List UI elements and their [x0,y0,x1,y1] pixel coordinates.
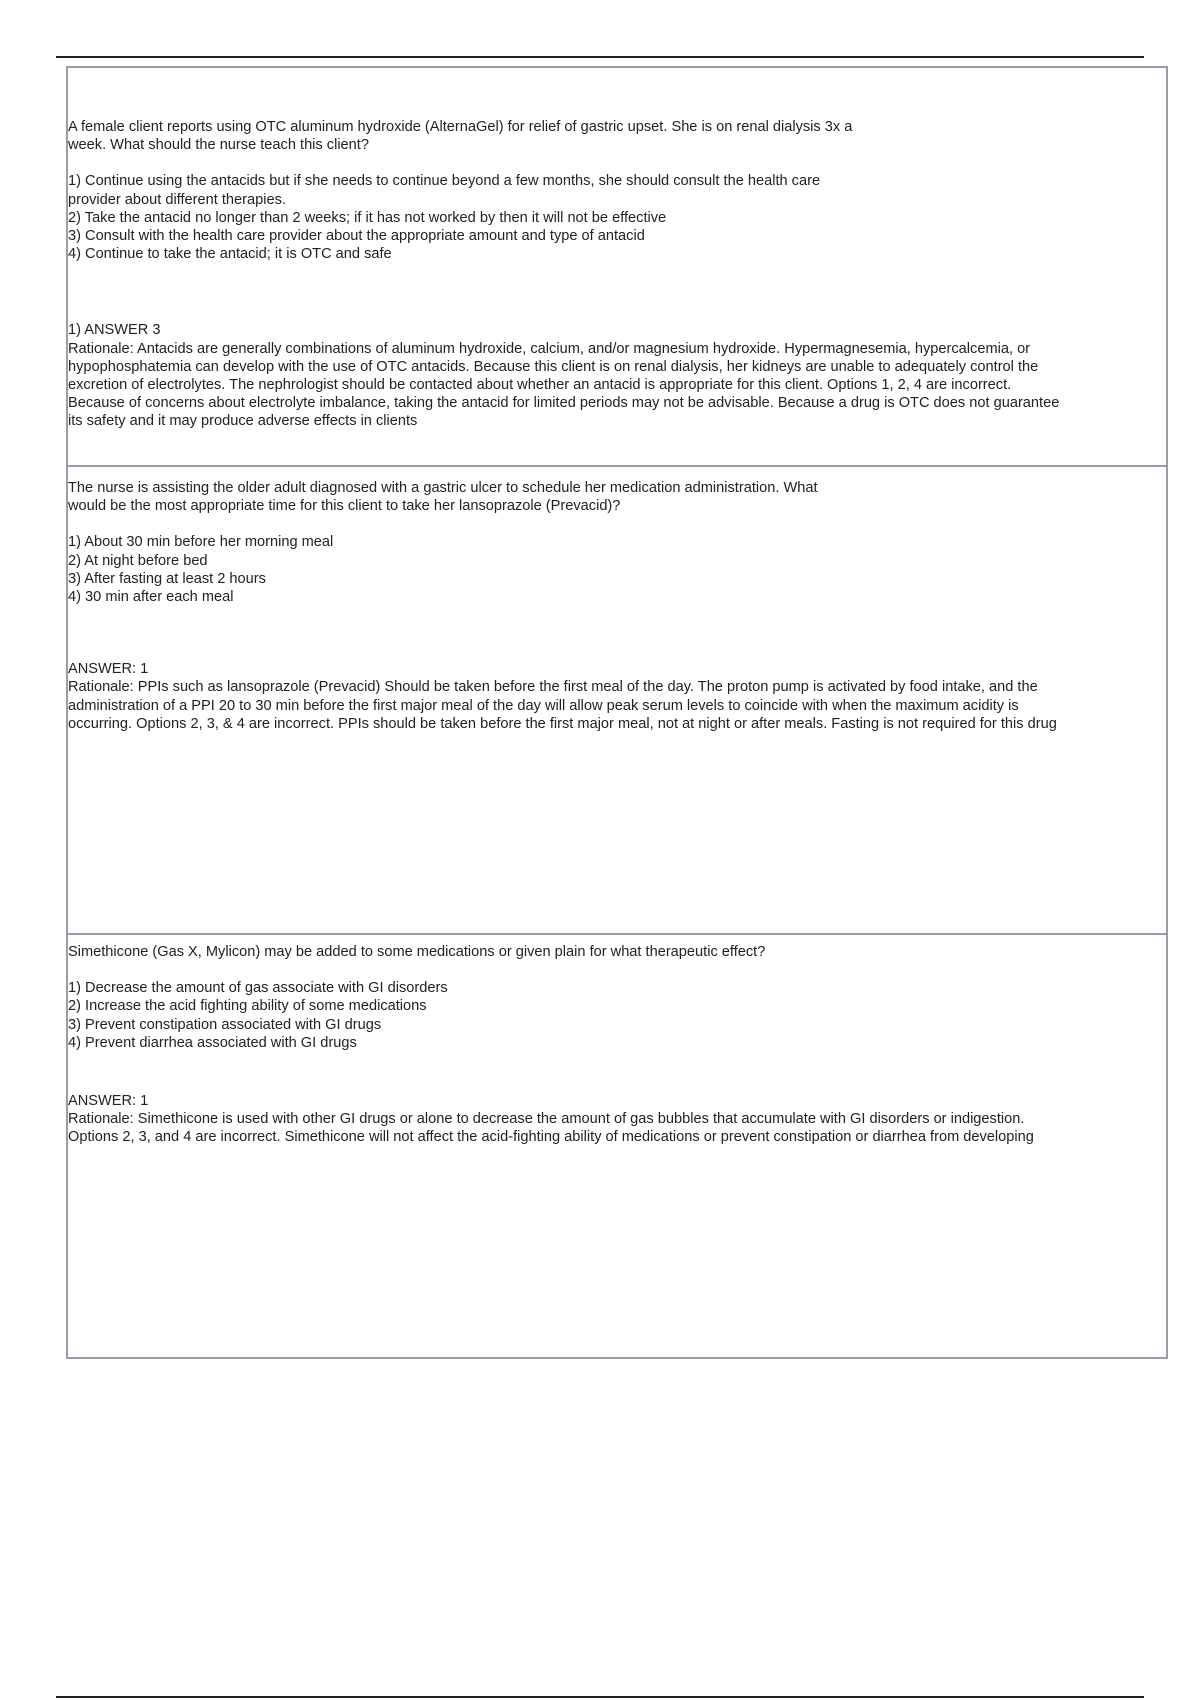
answer-options [68,533,1166,606]
rationale-text: Rationale: PPIs such as lansoprazole (Prevacid) Should be taken before the first meal of the day. The proton pump is activated by food intake, and the administration of a PPI 20 to 30 min before the first major meal of the day will allow peak serum levels to coincide with when the maximum acidity is occurring. Options 2, 3, & 4 are incorrect. PPIs should be taken before the first major meal, not at night or after meals. Fasting is not required for this drug [68,679,1057,732]
question-text: The nurse is assisting the older adult diagnosed with a gastric ulcer to schedule her medication administration. What would be the most appropriate time for this client to take her lansoprazole (Prevacid)? [68,480,818,515]
option-4: 4) 30 min after each meal [68,589,234,606]
option-3: 3) After fasting at least 2 hours [68,570,266,587]
answer-label: ANSWER: 1 [68,661,149,678]
rationale-text: Rationale: Antacids are generally combinations of aluminum hydroxide, calcium, and/or magnesium hydroxide. Hypermagnesemia, hypercalcemia, or hypophosphatemia can develop with the use of OTC antacids. Because this client is on renal dialysis, her kidneys are unable to adequately control the excretion of electrolytes. The nephrologist should be contacted about whether an antacid is appropriate for this client. Options 1, 2, 4 are incorrect. Because of concerns about electrolyte imbalance, taking the antacid for limited periods may not be advisable. Because a drug is OTC does not guarantee its safety and it may produce adverse effects in clients [68,340,1060,430]
option-2: 2) Take the antacid no longer than 2 weeks; if it has not worked by then it will not be effective [68,209,667,226]
question-text: Simethicone (Gas X, Mylicon) may be added to some medications or given plain for what therapeutic effect? [68,944,766,960]
option-3: 3) Consult with the health care provider about the appropriate amount and type of antacid [68,228,645,245]
flashcard-1 [68,68,1166,467]
flashcard-2 [68,467,1166,935]
page-top-rule [56,56,1144,58]
question-text: A female client reports using OTC aluminum hydroxide (AlternaGel) for relief of gastric upset. She is on renal dialysis 3x a week. What should the nurse teach this client? [68,119,853,154]
option-3: 3) Prevent constipation associated with GI drugs [68,1016,382,1033]
answer-block [68,660,1166,733]
option-1: 1) Continue using the antacids but if she needs to continue beyond a few months, she should consult the health care provider about different therapies. [68,173,821,208]
option-1: 1) About 30 min before her morning meal [68,534,334,551]
page-bottom-rule [56,1696,1144,1698]
option-1: 1) Decrease the amount of gas associate with GI disorders [68,980,448,997]
answer-label: ANSWER: 1 [68,1093,149,1110]
flashcard-table [66,66,1168,1359]
answer-label: 1) ANSWER 3 [68,322,161,339]
flashcard-3 [68,935,1166,1357]
option-2: 2) Increase the acid fighting ability of some medications [68,998,427,1015]
rationale-text: Rationale: Simethicone is used with other GI drugs or alone to decrease the amount of gas bubbles that accumulate with GI disorders or indigestion. Options 2, 3, and 4 are incorrect. Simethicone will not affect the acid-fighting ability of medications or prevent constipation or diarrhea from developing [68,1111,1034,1146]
option-2: 2) At night before bed [68,552,208,569]
option-4: 4) Continue to take the antacid; it is OTC and safe [68,246,392,263]
answer-block [68,1092,1166,1147]
option-4: 4) Prevent diarrhea associated with GI drugs [68,1034,357,1051]
answer-block [68,321,1166,430]
answer-options [68,172,1166,263]
answer-options [68,979,1166,1052]
